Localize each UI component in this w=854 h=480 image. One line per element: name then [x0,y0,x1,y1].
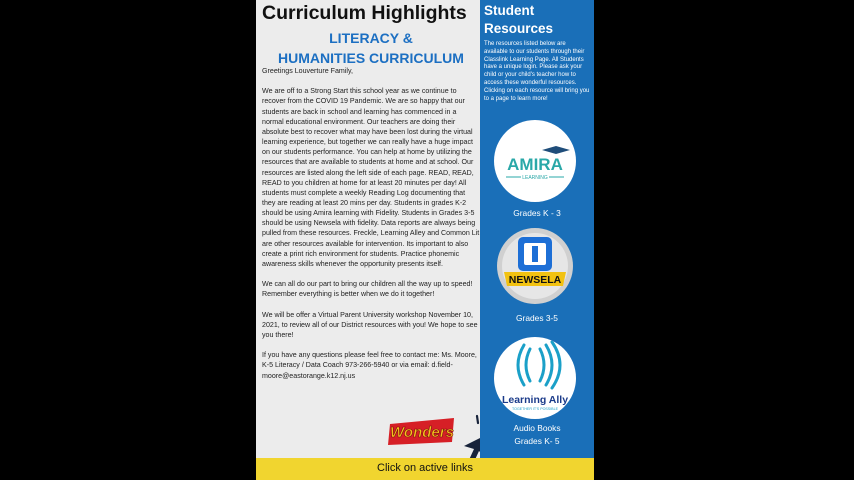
amira-logo [494,120,576,202]
sidebar-title: Student Resources [484,3,554,36]
newsletter-page [256,0,594,480]
main-column [256,0,480,458]
amira-learning-link[interactable] [494,120,576,202]
newsela-caption: Grades 3-5 [516,313,558,323]
learning-ally-caption-2: Grades K- 5 [514,436,560,446]
learning-ally-logo [494,337,576,419]
greeting: Greetings Louverture Family, [262,67,353,75]
subtitle-line-1: LITERACY & [329,30,413,46]
subtitle-line-2: HUMANITIES CURRICULUM [278,50,464,66]
amira-logo-text: AMIRA [507,155,563,174]
letter-body [262,66,480,391]
paragraph-3: We will be offer a Virtual Parent University workshop November 10, 2021, to review all of our District resources with you! We hope to see you there! [262,310,478,340]
newsela-logo [497,228,573,304]
learning-ally-link[interactable] [494,337,576,419]
paragraph-2: We can all do our part to bring our children all the way up to speed! Remember everything is better when we do it together! [262,280,473,299]
amira-caption: Grades K - 3 [513,208,561,218]
footer-text: Click on active links [377,462,473,474]
newsela-logo-text: NEWSELA [508,274,562,286]
learning-ally-caption-1: Audio Books [513,423,561,433]
page-title: Curriculum Highlights [262,2,467,24]
wonders-logo-text: Wonders [390,424,454,441]
amira-logo-sub: LEARNING [522,175,548,181]
learning-ally-logo-text: Learning Ally [501,394,569,406]
footer-banner [256,458,594,480]
learning-ally-logo-sub: TOGETHER IT'S POSSIBLE [512,407,558,411]
newsela-link[interactable] [497,228,573,304]
student-resources-sidebar [480,0,594,458]
wonders-logo[interactable] [386,416,458,446]
sidebar-description: The resources listed below are available to our students through their Classlink Learning Page. All Students have a unique login. Please ask your child or your child's teacher how to access these wonderful resources. Clicking on each resource will bring you to a page to learn more! [484,41,590,102]
paragraph-1: We are off to a Strong Start this school year as we continue to recover from the COVID 19 Pandemic. We are so happy that our students are back in school and learning has commenced in a normal educational environment. Our teachers are doing their absolute best to recover what may have been lost during the virtual learning experience, but together we can really have a huge impact on our students performance. You can help at home by utilizing the resources that are available to students at home and at school. Our resources are listed along the left side of each page. READ, READ, READ to you children at home for at least 20 minutes per day! All students must complete a weekly Reading Log documenting that they are reading at least 20 mins per day. Students in grades K-2 should be using Amira learning with Fidelity. Students in Grades 3-5 should be using Newsela with fidelity. Data reports are always being pulled from these resources. Freckle, Learning Alley and Common Lit are other resources available for intervention. Its important to also create a print rich environment for students. Practice phonemic awareness skills whenever the opportunity presents itself. [262,87,480,268]
paragraph-4: If you have any questions please feel free to contact me: Ms. Moore, K-5 Literacy / Data Coach 973-266-5940 or via email: d.field-moore@eastorange.k12.nj.us [262,351,477,380]
